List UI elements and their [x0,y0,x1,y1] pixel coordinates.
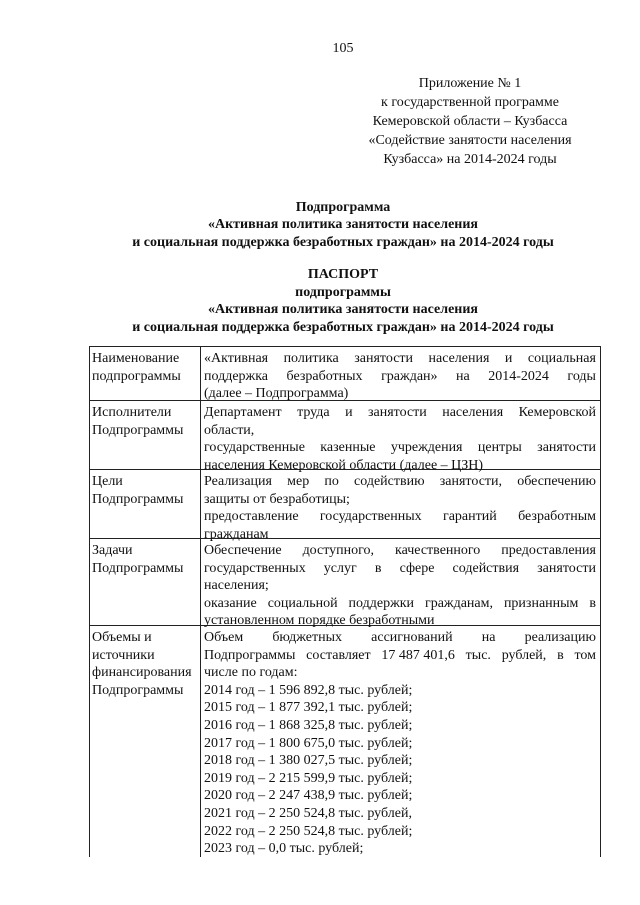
row-text-line: числе по годам: [204,665,298,681]
row-text-line: 2022 год – 2 250 524,8 тыс. рублей; [204,823,413,839]
row-text-line: (далее – Подпрограмма) [204,386,349,402]
row-text-word: государственные [204,440,305,456]
row-text-line: 2023 год – 0,0 тыс. рублей; [204,841,364,857]
table-column-border [200,346,201,857]
row-text-word: предоставление [204,509,299,525]
row-text-word: граждан» [381,368,438,384]
appendix-line: «Содействие занятости населения [368,133,572,148]
row-text-line [204,560,596,578]
row-text-word: безработным [518,509,596,525]
row-text-word: социальная [527,351,596,366]
row-label: Цели [92,474,123,489]
passport-title-line: ПАСПОРТ [307,267,379,282]
row-label: Подпрограммы [92,560,184,576]
row-text-word: государственных [204,560,306,576]
row-text-word: гражданам, [424,595,493,611]
row-text-word: качественного [394,543,481,558]
row-text-word: на [456,368,470,384]
row-text-line: гражданам [204,526,269,542]
table-column-border [89,346,90,857]
row-text-word: занятости [537,440,596,456]
row-text-word: по [324,474,339,489]
row-label: Наименование [92,351,180,366]
row-text-word: занятости [354,351,414,366]
row-text-word: сфере [399,560,435,576]
row-text-word: занятости [537,560,596,576]
row-text-word: политика [283,351,339,366]
row-text-word: в [589,595,596,611]
row-label: финансирования [92,665,192,681]
row-label: подпрограммы [92,368,181,384]
appendix-line: к государственной программе [381,95,559,110]
row-text-word: и [504,351,513,366]
row-text-word: поддержка [204,368,269,384]
appendix-line: Приложение № 1 [418,76,522,91]
page-number: 105 [332,41,354,56]
row-text-word: центры [477,440,522,456]
row-text-line [204,350,596,368]
row-label: Подпрограммы [92,422,184,438]
row-label: источники [92,647,155,663]
row-text-line: защиты от безработицы; [204,491,350,507]
row-text-word: тыс. [465,647,491,663]
row-text-word: предоставления [501,543,596,558]
row-text-word: казенные [320,440,376,456]
row-text-line: установленном порядке безработными [204,613,435,629]
row-text-word: занятости [367,405,427,420]
row-text-word: бюджетных [272,630,343,645]
row-text-word: оказание [204,595,257,611]
row-text-line: 2020 год – 2 247 438,9 тыс. рублей; [204,788,413,804]
table-row-border [89,538,601,539]
row-label: Объемы и [92,630,152,645]
passport-title-line: подпрограммы [295,285,391,300]
row-text-word: том [574,647,596,663]
row-text-word: на [481,630,496,645]
row-text-word: в [374,560,382,576]
row-label: Подпрограммы [92,491,184,507]
row-text-line: 2017 год – 1 800 675,0 тыс. рублей; [204,735,413,751]
row-text-word: труда [297,405,330,420]
row-text-word: Реализация [204,474,272,489]
row-text-word: доступного, [302,543,375,558]
subprogram-title-line: Подпрограмма [295,200,391,215]
subprogram-title-line: «Активная политика занятости населения [208,217,478,232]
row-text-word: 2014-2024 [488,368,549,384]
row-text-line [204,542,596,560]
row-text-word: услуг [323,560,357,576]
row-text-line [204,473,596,491]
table-row-border [89,346,601,347]
row-text-line [204,368,596,386]
table-column-border [600,346,601,857]
appendix-line: Кузбасса» на 2014-2024 годы [383,152,557,167]
row-text-word: гарантий [442,509,497,525]
row-text-word: ассигнований [371,630,453,645]
row-text-line [204,439,596,457]
row-text-word: рублей, [501,647,547,663]
row-text-line [204,508,596,526]
row-text-word: занятости, [439,474,503,489]
row-text-word: населения [442,405,504,420]
appendix-line: Кемеровской области – Кузбасса [372,114,568,129]
row-text-word: реализацию [524,630,596,645]
row-text-word: Подпрограммы [204,647,296,663]
row-text-line: населения; [204,578,269,594]
row-text-word: учреждения [390,440,463,456]
row-text-line: 2019 год – 2 215 599,9 тыс. рублей; [204,770,413,786]
subprogram-title-line: и социальная поддержка безработных граждан» на 2014-2024 годы [132,235,554,250]
row-text-word: обеспечению [517,474,596,489]
row-text-line [204,595,596,613]
row-text-word: годы [567,368,596,384]
row-text-line: 2021 год – 2 250 524,8 тыс. рублей, [204,806,412,821]
row-text-line [204,629,596,647]
row-text-line: 2016 год – 1 868 325,8 тыс. рублей; [204,718,413,733]
row-text-word: Кемеровской [518,405,596,420]
row-text-word: государственных [319,509,422,525]
row-text-word: 17 487 401,6 [381,647,455,663]
row-text-word: в [557,647,564,663]
row-text-line: населения Кемеровской области (далее – ЦЗН) [204,457,484,473]
row-text-word: признанным [503,595,579,611]
row-text-word: мер [287,474,310,489]
row-text-line [204,647,596,665]
row-text-word: содействию [354,474,425,489]
row-text-line: 2015 год – 1 877 392,1 тыс. рублей; [204,700,413,716]
row-text-line [204,404,596,422]
row-text-word: Обеспечение [204,543,282,558]
row-text-word: безработных [286,368,363,384]
row-text-word: населения [428,351,490,366]
row-label: Подпрограммы [92,682,184,698]
passport-title-line: и социальная поддержка безработных граждан» на 2014-2024 годы [132,320,554,335]
row-text-word: и [345,405,353,420]
row-label: Исполнители [92,405,172,420]
row-label: Задачи [92,543,133,558]
row-text-word: содействия [452,560,520,576]
row-text-word: Объем [204,630,244,645]
passport-title-line: «Активная политика занятости населения [208,302,478,317]
row-text-line: 2014 год – 1 596 892,8 тыс. рублей; [204,682,413,698]
row-text-line: области, [204,422,255,438]
row-text-line: 2018 год – 1 380 027,5 тыс. рублей; [204,753,413,769]
row-text-word: Департамент [204,405,282,420]
row-text-word: социальной [267,595,338,611]
row-text-word: поддержки [348,595,415,611]
row-text-word: составляет [306,647,371,663]
row-text-word: «Активная [204,351,269,366]
